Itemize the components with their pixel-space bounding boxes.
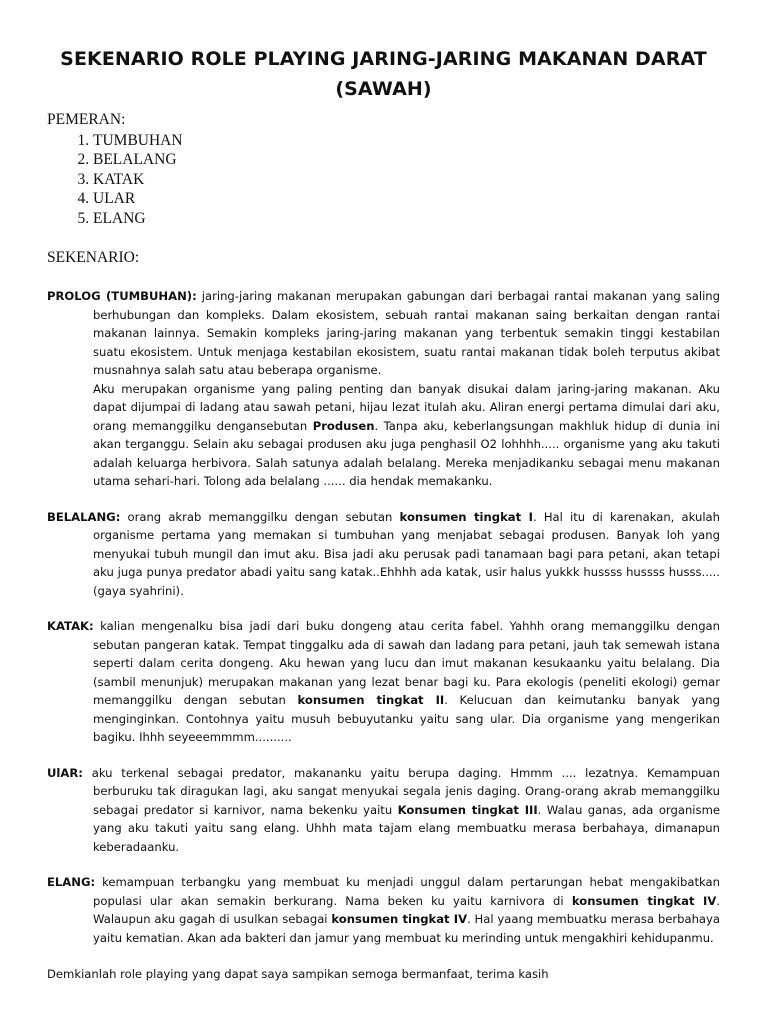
prolog-term: Produsen (312, 418, 375, 433)
role-name-prolog: PROLOG (TUMBUHAN): (47, 289, 197, 304)
role-name-ular: UlAR: (47, 765, 83, 780)
belalang-block (47, 508, 720, 601)
closing-line: Demkianlah role playing yang dapat saya sampikan semoga bermanfaat, terima kasih (47, 967, 549, 982)
belalang-term: konsumen tingkat I (399, 509, 533, 524)
prolog-paragraph-2 (93, 380, 720, 491)
cast-item: 2. BELALANG (93, 150, 720, 169)
ular-text-a: aku terkenal sebagai predator, makananku yaitu berupa daging. Hmmm .... lezatnya. Kemampuan berburuku tak diragukan lagi, aku sangat menyukai segala jenis daging. Orang-orang akrab memanggilku sebagai predator si karnivor, nama bekenku yaitu (91, 765, 721, 817)
prolog-block (47, 287, 720, 491)
katak-text-b: . Kelucuan dan keimutanku banyak yang menginginkan. Contohnya yaitu musuh bebuyutanku yaitu sang ular. Dia organisme yang mengerikan bagiku. Ihhh seyeeemmmm.......... (93, 693, 720, 745)
script-body (47, 287, 720, 984)
cast-list (47, 131, 720, 228)
prolog-text-2a: Aku merupakan organisme yang paling penting dan banyak disukai dalam jaring-jaring makanan. Aku dapat dijumpai di ladang atau sawah petani, hijau lezat itulah aku. Aliran energi pertama dimulai dari aku, orang memanggilku dengansebutan (93, 381, 720, 433)
prolog-text-2b: . Tanpa aku, keberlangsungan makhluk hidup di dunia ini akan terganggu. Selain aku sebagai produsen aku juga penghasil O2 lohhhh..... organisme yang aku takuti adalah keluarga herbivora. Salah satunya adalah belalang. Mereka menjadikanku sebagai menu makanan utama sehari-hari. Tolong ada belalang ...... dia hendak memakanku. (93, 418, 720, 489)
cast-item: 1. TUMBUHAN (93, 131, 720, 150)
role-name-belalang: BELALANG: (47, 509, 121, 524)
cast-item: 3. KATAK (93, 170, 720, 189)
elang-text-a: kemampuan terbangku yang membuat ku menjadi unggul dalam pertarungan hebat mengakibatkan populasi ular akan semakin berkurang. Nama beken ku yaitu karnivora di (93, 875, 721, 908)
elang-text-b: . Walaupun aku gagah di usulkan sebagai (93, 893, 720, 927)
prolog-text-1: jaring-jaring makanan merupakan gabungan dari berbagai rantai makanan yang saling berhubungan dan kompleks. Dalam ekosistem, sebuah rantai makanan saing berkaitan dengan rantai makanan lainnya. Semakin kompleks jaring-jaring makanan yang terbentuk semakin tinggi kestabilan suatu ekosistem. Untuk menjaga kestabilan ekosistem, suatu rantai makanan tidak boleh terputus akibat musnahnya salah satu atau beberapa organisme. (93, 289, 721, 378)
cast-label: PEMERAN: (47, 111, 126, 128)
role-name-katak: KATAK: (47, 619, 94, 634)
cast-item: 5. ELANG (93, 209, 720, 228)
document-title (47, 44, 720, 104)
role-name-elang: ELANG: (47, 875, 96, 890)
scenario-label: SEKENARIO: (47, 249, 140, 267)
elang-term-1: konsumen tingkat IV (571, 893, 717, 908)
elang-text-c: . Hal yaang membuatku merasa berbahaya yaitu kematian. Akan ada bakteri dan jamur yang membuat ku merinding untuk mengakhiri kehidupanmu. (93, 912, 720, 945)
ular-text-b: . Walau ganas, ada organisme yang aku takuti yaitu sang elang. Uhhh mata tajam elang membuatku merasa berbahaya, dimanapun keberadaanku. (93, 802, 720, 854)
ular-term: Konsumen tingkat III (397, 802, 538, 817)
title-line-1: SEKENARIO ROLE PLAYING JARING-JARING MAKANAN DARAT (60, 48, 707, 70)
katak-text-a: kalian mengenalku bisa jadi dari buku dongeng atau cerita fabel. Yahhh orang memanggilku dengan sebutan pangeran katak. Tempat tinggalku ada di sawah dan ladang para petani, jauh tak semewah istana seperti dalam cerita dongeng. Aku hewan yang lucu dan imut makanan kesukaanku yaitu belalang. Dia (sambil menunjuk) merupakan makanan yang lezat benar bagi ku. Para ekologis (peneliti ekologi) gemar memanggilku dengan sebutan (93, 619, 721, 708)
katak-term: konsumen tingkat II (297, 693, 445, 708)
katak-block (47, 617, 720, 747)
belalang-text-b: . Hal itu di karenakan, akulah organisme pertama yang memakan si tumbuhan yang menjabat sebagai produsen. Banyak loh yang menyukai tubuh mungil dan imut aku. Bisa jadi aku perusak padi tanamaan bagi para petani, akan tetapi aku juga punya predator abadi yaitu sang katak..Ehhhh ada katak, usir halus yukkk hussss hussss husss..... (gaya syahrini). (93, 509, 720, 598)
title-line-2: (SAWAH) (335, 78, 432, 100)
ular-block (47, 764, 720, 857)
cast-item: 4. ULAR (93, 189, 720, 208)
cast-section (47, 110, 720, 267)
elang-term-2: konsumen tingkat IV (331, 912, 468, 927)
belalang-text-a: orang akrab memanggilku dengan sebutan (127, 509, 393, 524)
elang-block (47, 873, 720, 947)
